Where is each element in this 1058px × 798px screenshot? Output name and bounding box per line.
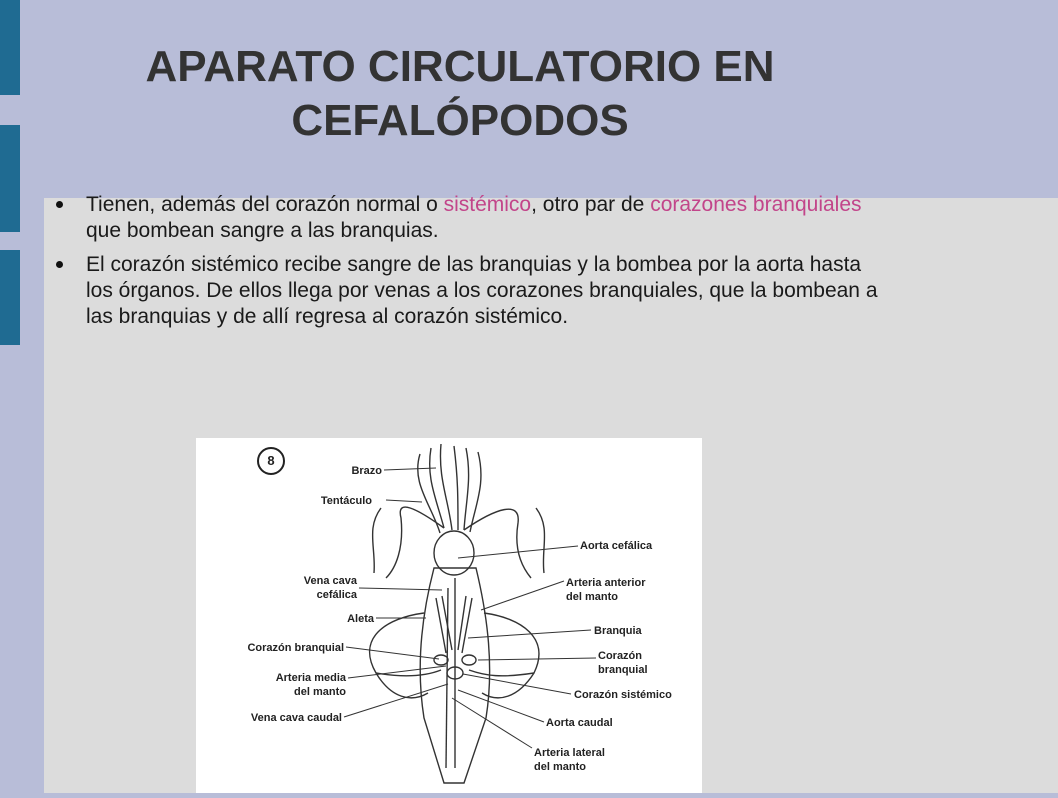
label-vena-cava-cefalica-1: Vena cava — [303, 575, 357, 587]
label-corazon-branquial-left: Corazón branquial — [247, 642, 344, 654]
label-arteria-anterior-2: del manto — [566, 591, 618, 603]
bullet2-text: El corazón sistémico recibe sangre de las branquias y la bombea por la aorta hasta los órganos. De ellos llega por venas a los corazones branquiales, que la bombean a las branquias y de allí regresa al corazón sistémico. — [86, 253, 878, 328]
label-arteria-media-2: del manto — [294, 686, 346, 698]
title-line-2: CEFALÓPODOS — [291, 96, 629, 145]
accent-bar-bottom — [0, 250, 20, 345]
accent-bar-top — [0, 0, 20, 95]
bullet1-text-a: Tienen, además del corazón normal o — [86, 193, 444, 216]
bullet1-text-b: , otro par de — [531, 193, 651, 216]
bullet-icon — [56, 261, 63, 268]
slide-title — [60, 40, 860, 148]
bullet-list — [48, 192, 878, 338]
highlight-corazones-branquiales: corazones branquiales — [650, 193, 862, 216]
squid-illustration — [370, 444, 545, 783]
right-labels — [534, 540, 672, 773]
left-labels — [247, 465, 382, 724]
title-line-1: APARATO CIRCULATORIO EN — [145, 42, 775, 91]
label-tentaculo: Tentáculo — [320, 495, 372, 507]
bullet1-text-c: que bombean sangre a las branquias. — [86, 219, 439, 242]
bullet-icon — [56, 201, 63, 208]
figure-number: 8 — [267, 453, 275, 468]
label-corazon-sistemico: Corazón sistémico — [574, 689, 672, 701]
highlight-sistemico: sistémico — [443, 193, 532, 216]
bullet-item-1 — [48, 192, 878, 244]
diagram-svg — [196, 438, 702, 793]
label-branquia: Branquia — [594, 625, 642, 637]
cephalopod-circulatory-diagram — [196, 438, 702, 793]
label-arteria-lateral-2: del manto — [534, 761, 586, 773]
label-aorta-cefalica: Aorta cefálica — [580, 540, 653, 552]
label-arteria-media-1: Arteria media — [275, 672, 346, 684]
bullet-item-2 — [48, 252, 878, 330]
label-aorta-caudal: Aorta caudal — [546, 717, 613, 729]
accent-bar-middle — [0, 125, 20, 232]
label-vena-cava-cefalica-2: cefálica — [316, 589, 357, 601]
label-arteria-lateral-1: Arteria lateral — [534, 747, 605, 759]
label-vena-cava-caudal: Vena cava caudal — [250, 712, 342, 724]
label-aleta: Aleta — [347, 613, 374, 625]
label-corazon-branquial-right-2: branquial — [598, 664, 648, 676]
label-corazon-branquial-right-1: Corazón — [598, 650, 642, 662]
label-brazo: Brazo — [351, 465, 382, 477]
label-arteria-anterior-1: Arteria anterior — [566, 577, 646, 589]
